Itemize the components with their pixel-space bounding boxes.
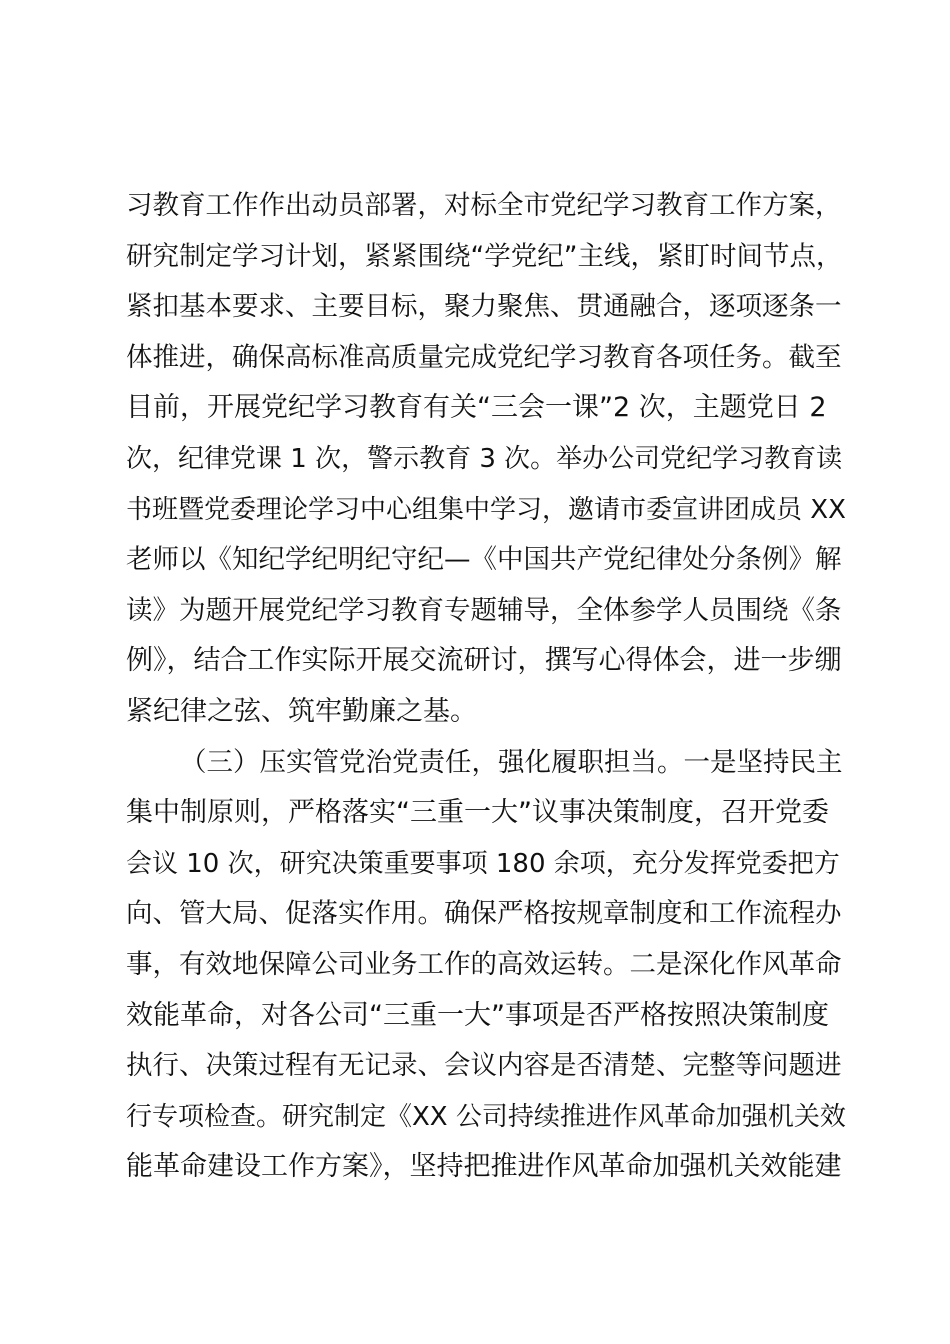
paragraph-1 (126, 181, 846, 738)
text-line: 次，纪律党课 1 次，警示教育 3 次。举办公司党纪学习教育读 (126, 443, 843, 474)
text-line: 老师以《知纪学纪明纪守纪—《中国共产党纪律处分条例》解 (126, 544, 842, 576)
text-line: 紧纪律之弦、筑牢勤廉之基。 (126, 695, 477, 727)
text-line: 行专项检查。研究制定《XX 公司持续推进作风革命加强机关效 (126, 1101, 846, 1132)
text-line: 目前，开展党纪学习教育有关“三会一课”2 次，主题党日 2 (126, 392, 827, 424)
text-line: （三）压实管党治党责任，强化履职担当。一是坚持民主 (180, 746, 843, 778)
text-line: 读》为题开展党纪学习教育专题辅导，全体参学人员围绕《条 (126, 594, 842, 626)
text-line: 书班暨党委理论学习中心组集中学习，邀请市委宣讲团成员 XX (126, 494, 846, 525)
text-line: 执行、决策过程有无记录、会议内容是否清楚、完整等问题进 (126, 1050, 842, 1082)
text-line: 研究制定学习计划，紧紧围绕“学党纪”主线，紧盯时间节点， (126, 240, 843, 272)
text-line: 紧扣基本要求、主要目标，聚力聚焦、贯通融合，逐项逐条一 (126, 291, 842, 323)
text-line: 体推进，确保高标准高质量完成党纪学习教育各项任务。截至 (126, 341, 842, 373)
text-line: 效能革命，对各公司“三重一大”事项是否严格按照决策制度 (126, 999, 829, 1031)
text-line: 会议 10 次，研究决策重要事项 180 余项，充分发挥党委把方 (126, 848, 840, 879)
text-line: 例》，结合工作实际开展交流研讨，撰写心得体会，进一步绷 (126, 645, 842, 677)
text-line: 能革命建设工作方案》，坚持把推进作风革命加强机关效能建 (126, 1151, 842, 1183)
paragraph-2 (126, 738, 846, 1193)
document-body (126, 181, 846, 1193)
text-line: 集中制原则，严格落实“三重一大”议事决策制度，召开党委 (126, 797, 829, 829)
text-line: 向、管大局、促落实作用。确保严格按规章制度和工作流程办 (126, 898, 842, 930)
text-line: 事，有效地保障公司业务工作的高效运转。二是深化作风革命 (126, 948, 842, 980)
text-line: 习教育工作作出动员部署，对标全市党纪学习教育工作方案， (126, 190, 842, 221)
